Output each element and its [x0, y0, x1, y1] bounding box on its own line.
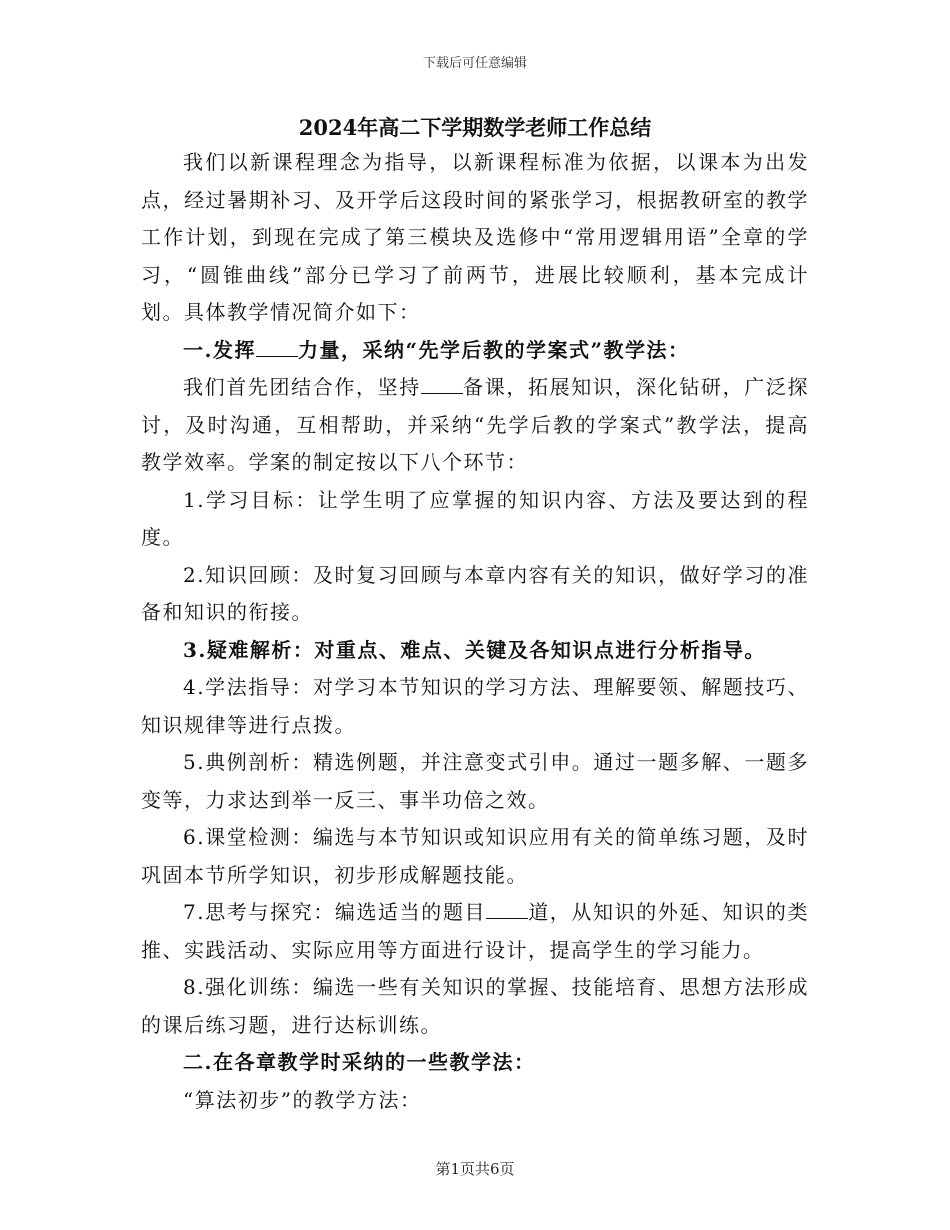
document-body — [141, 144, 809, 1119]
step-3: 3.疑难解析：对重点、难点、关键及各知识点进行分析指导。 — [183, 637, 766, 662]
page-number-footer: 第1页共6页 — [435, 1160, 515, 1178]
section-2-heading: 二.在各章教学时采纳的一些教学法： — [183, 1050, 536, 1074]
header-note: 下载后可任意编辑 — [422, 56, 527, 71]
document-title: 2024年高二下学期数学老师工作总结 — [298, 115, 652, 140]
step-2: 2.知识回顾：及时复习回顾与本章内容有关的知识，做好学习的准备和知识的衔接。 — [141, 562, 809, 624]
blank-line — [486, 900, 528, 919]
step-8: 8.强化训练：编选一些有关知识的掌握、技能培育、思想方法形成的课后练习题，进行达标训练。 — [141, 975, 809, 1037]
step-7 — [141, 894, 809, 969]
section-1-heading — [141, 332, 809, 370]
step-5: 5.典例剖析：精选例题，并注意变式引申。通过一题多解、一题多变等，力求达到举一反三、事半功倍之效。 — [141, 750, 809, 812]
section-1-paragraph-end: 备课，拓展知识，深化钻研，广泛探讨，及时沟通，互相帮助，并采纳“先学后教的学案式”教学法，提高教学效率。学案的制定按以下八个环节： — [141, 375, 810, 474]
section-1-heading-end: 力量，采纳“先学后教的学案式”教学法： — [297, 337, 690, 362]
section-1-paragraph — [141, 369, 809, 482]
section-1-heading-start: 一.发挥 — [183, 337, 256, 362]
blank-line — [421, 375, 463, 394]
step-1: 1.学习目标：让学生明了应掌握的知识内容、方法及要达到的程度。 — [141, 487, 809, 549]
step-4: 4.学法指导：对学习本节知识的学习方法、理解要领、解题技巧、知识规律等进行点拨。 — [141, 675, 809, 737]
step-7-end: 道，从知识的外延、知识的类推、实践活动、实际应用等方面进行设计，提高学生的学习能力。 — [141, 900, 809, 962]
step-7-start: 7.思考与探究：编选适当的题目 — [183, 900, 487, 924]
section-2-subheading: “算法初步”的教学方法： — [183, 1087, 422, 1112]
blank-line — [256, 338, 298, 357]
intro-paragraph: 我们以新课程理念为指导，以新课程标准为依据，以课本为出发点，经过暑期补习、及开学后这段时间的紧张学习，根据教研室的教学工作计划，到现在完成了第三模块及选修中“常用逻辑用语”全章的学习，“圆锥曲线”部分已学习了前两节，进展比较顺利，基本完成计划。具体教学情况简介如下： — [141, 150, 809, 324]
section-1-paragraph-start: 我们首先团结合作，坚持 — [183, 375, 421, 399]
step-6: 6.课堂检测：编选与本节知识或知识应用有关的简单练习题，及时巩固本节所学知识，初步形成解题技能。 — [141, 825, 809, 887]
